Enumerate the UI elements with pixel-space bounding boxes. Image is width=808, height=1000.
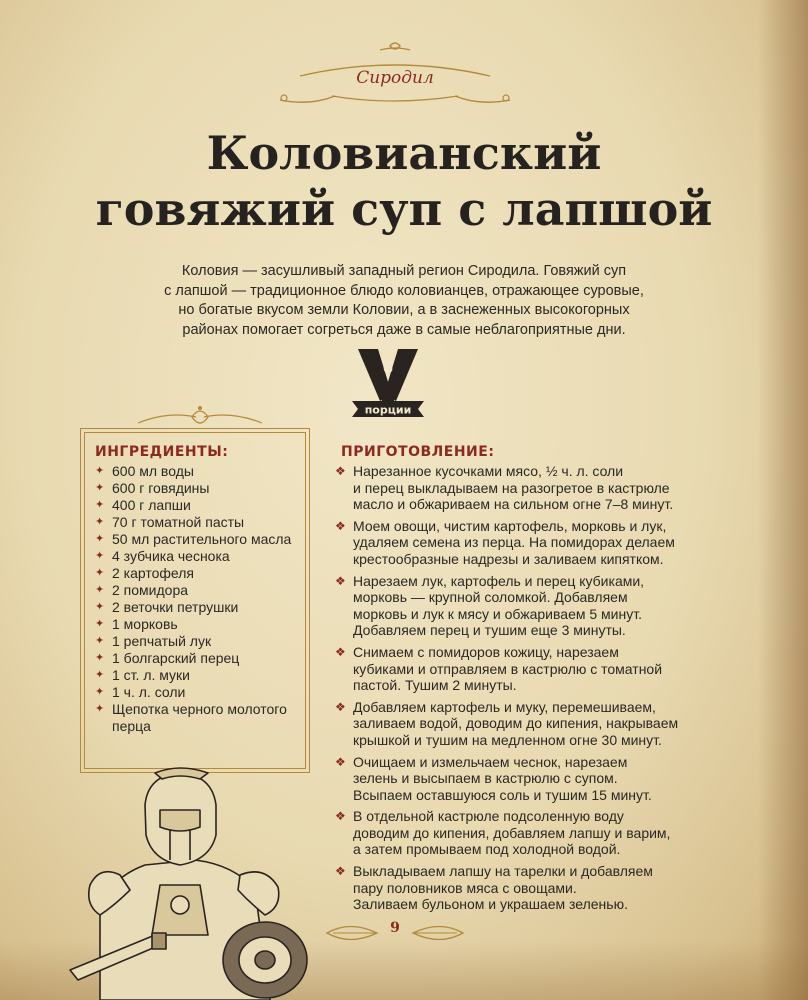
ingredient-item: ✦ 70 г томатной пасты (95, 514, 295, 531)
preparation-title: ПРИГОТОВЛЕНИЕ: (341, 444, 495, 460)
intro-paragraph (130, 262, 678, 340)
step-item (335, 463, 720, 513)
portions-badge (340, 345, 436, 423)
step-item (335, 754, 720, 804)
footer-leaf-left (325, 922, 380, 944)
page-number: 9 (390, 920, 400, 936)
step-item (335, 644, 720, 694)
page-title (0, 125, 808, 237)
step-item (335, 699, 720, 749)
step-item (335, 573, 720, 639)
intro-line: но богатые вкусом земли Коловии, а в заснеженных высокогорных (178, 302, 630, 318)
step-line: ❖ Нарезаем лук, картофель и перец кубиками, (353, 572, 645, 589)
step-line: заливаем водой, доводим до кипения, накрываем (353, 715, 679, 732)
step-line: ❖ Нарезанное кусочками мясо, ½ ч. л. соли (353, 463, 624, 479)
ingredient-item: ✦ 2 помидора (95, 582, 295, 599)
portions-label: порции (364, 403, 412, 417)
step-line: удаляем семена из перца. На помидорах делаем (353, 534, 675, 551)
ingredient-item: ✦ 600 мл воды (95, 463, 295, 480)
step-line: доводим до кипения, добавляем лапшу и варим, (353, 824, 671, 841)
ingredient-item: ✦ 600 г говядины (95, 480, 295, 497)
step-line: ❖ Выкладываем лапшу на тарелки и добавляем (353, 863, 653, 880)
step-line: кубиками и отправляем в кастрюлю с томатной (353, 660, 663, 677)
portions-count: 6 (382, 359, 394, 377)
step-line: Всыпаем оставшуюся соль и тушим 15 минут. (353, 786, 652, 803)
ingredient-item: ✦ Щепотка черного молотого перца (95, 701, 295, 735)
ingredients-ornament (130, 403, 270, 431)
step-item (335, 808, 720, 858)
ingredient-item: ✦ 400 г лапши (95, 497, 295, 514)
step-line: ❖ Добавляем картофель и муку, перемешиваем, (353, 698, 656, 715)
step-item (335, 518, 720, 568)
intro-line: районах помогает согреться даже в самые неблагоприятные дни. (182, 321, 626, 338)
warrior-illustration (60, 765, 320, 1000)
intro-line: с лапшой — традиционное блюдо коловианцев, отражающее суровые, (164, 282, 644, 299)
step-line: ❖ Моем овощи, чистим картофель, морковь и лук, (353, 517, 667, 534)
step-line: морковь — крупной соломкой. Добавляем (353, 589, 628, 606)
step-line: ❖ В отдельной кастрюле подсоленную воду (353, 808, 624, 825)
title-line-1: Коловианский (206, 126, 602, 180)
step-line: ❖ Снимаем с помидоров кожицу, нарезаем (353, 643, 619, 660)
step-line: Добавляем перец и тушим еще 3 минуты. (353, 622, 626, 639)
ingredient-item: ✦ 1 морковь (95, 616, 295, 633)
step-line: зелень и высыпаем в кастрюлю с супом. (353, 770, 618, 787)
ingredient-item: ✦ 1 ст. л. муки (95, 667, 295, 684)
step-line: ❖ Очищаем и измельчаем чеснок, нарезаем (353, 753, 628, 770)
ingredient-item: ✦ 1 болгарский перец (95, 650, 295, 667)
ingredient-item: ✦ 2 веточки петрушки (95, 599, 295, 616)
ingredient-item: ✦ 1 репчатый лук (95, 633, 295, 650)
step-line: морковь и лук к мясу и обжариваем 5 минут. (353, 605, 642, 622)
step-line: пару половников мяса с овощами. (353, 879, 577, 896)
ingredient-item: ✦ 50 мл растительного масла (95, 531, 295, 548)
step-line: Заливаем бульоном и украшаем зеленью. (353, 896, 628, 913)
ingredients-title: ИНГРЕДИЕНТЫ: (95, 444, 229, 460)
step-line: пастой. Тушим 2 минуты. (353, 677, 517, 694)
cleaver-icon (358, 349, 418, 405)
title-line-2: говяжий суп с лапшой (95, 182, 713, 236)
step-line: крышкой и тушим на медленном огне 30 минут. (353, 731, 662, 748)
step-item (335, 863, 720, 913)
region-label: Сиродил (356, 68, 434, 88)
intro-line: Коловия — засушливый западный регион Сиродила. Говяжий суп (181, 263, 627, 279)
ingredient-item: ✦ 4 зубчика чеснока (95, 548, 295, 565)
step-line: крестообразные надрезы и заливаем кипятком. (353, 550, 664, 567)
step-line: и перец выкладываем на разогретое в кастрюле (353, 479, 670, 496)
ingredients-list (95, 463, 295, 735)
ingredient-item: ✦ 2 картофеля (95, 565, 295, 582)
step-line: масло и обжариваем на сильном огне 7–8 минут. (353, 496, 674, 513)
footer-leaf-right (410, 922, 465, 944)
step-line: а затем промываем под холодной водой. (353, 841, 621, 858)
ingredient-item: ✦ 1 ч. л. соли (95, 684, 295, 701)
preparation-steps (335, 463, 720, 918)
